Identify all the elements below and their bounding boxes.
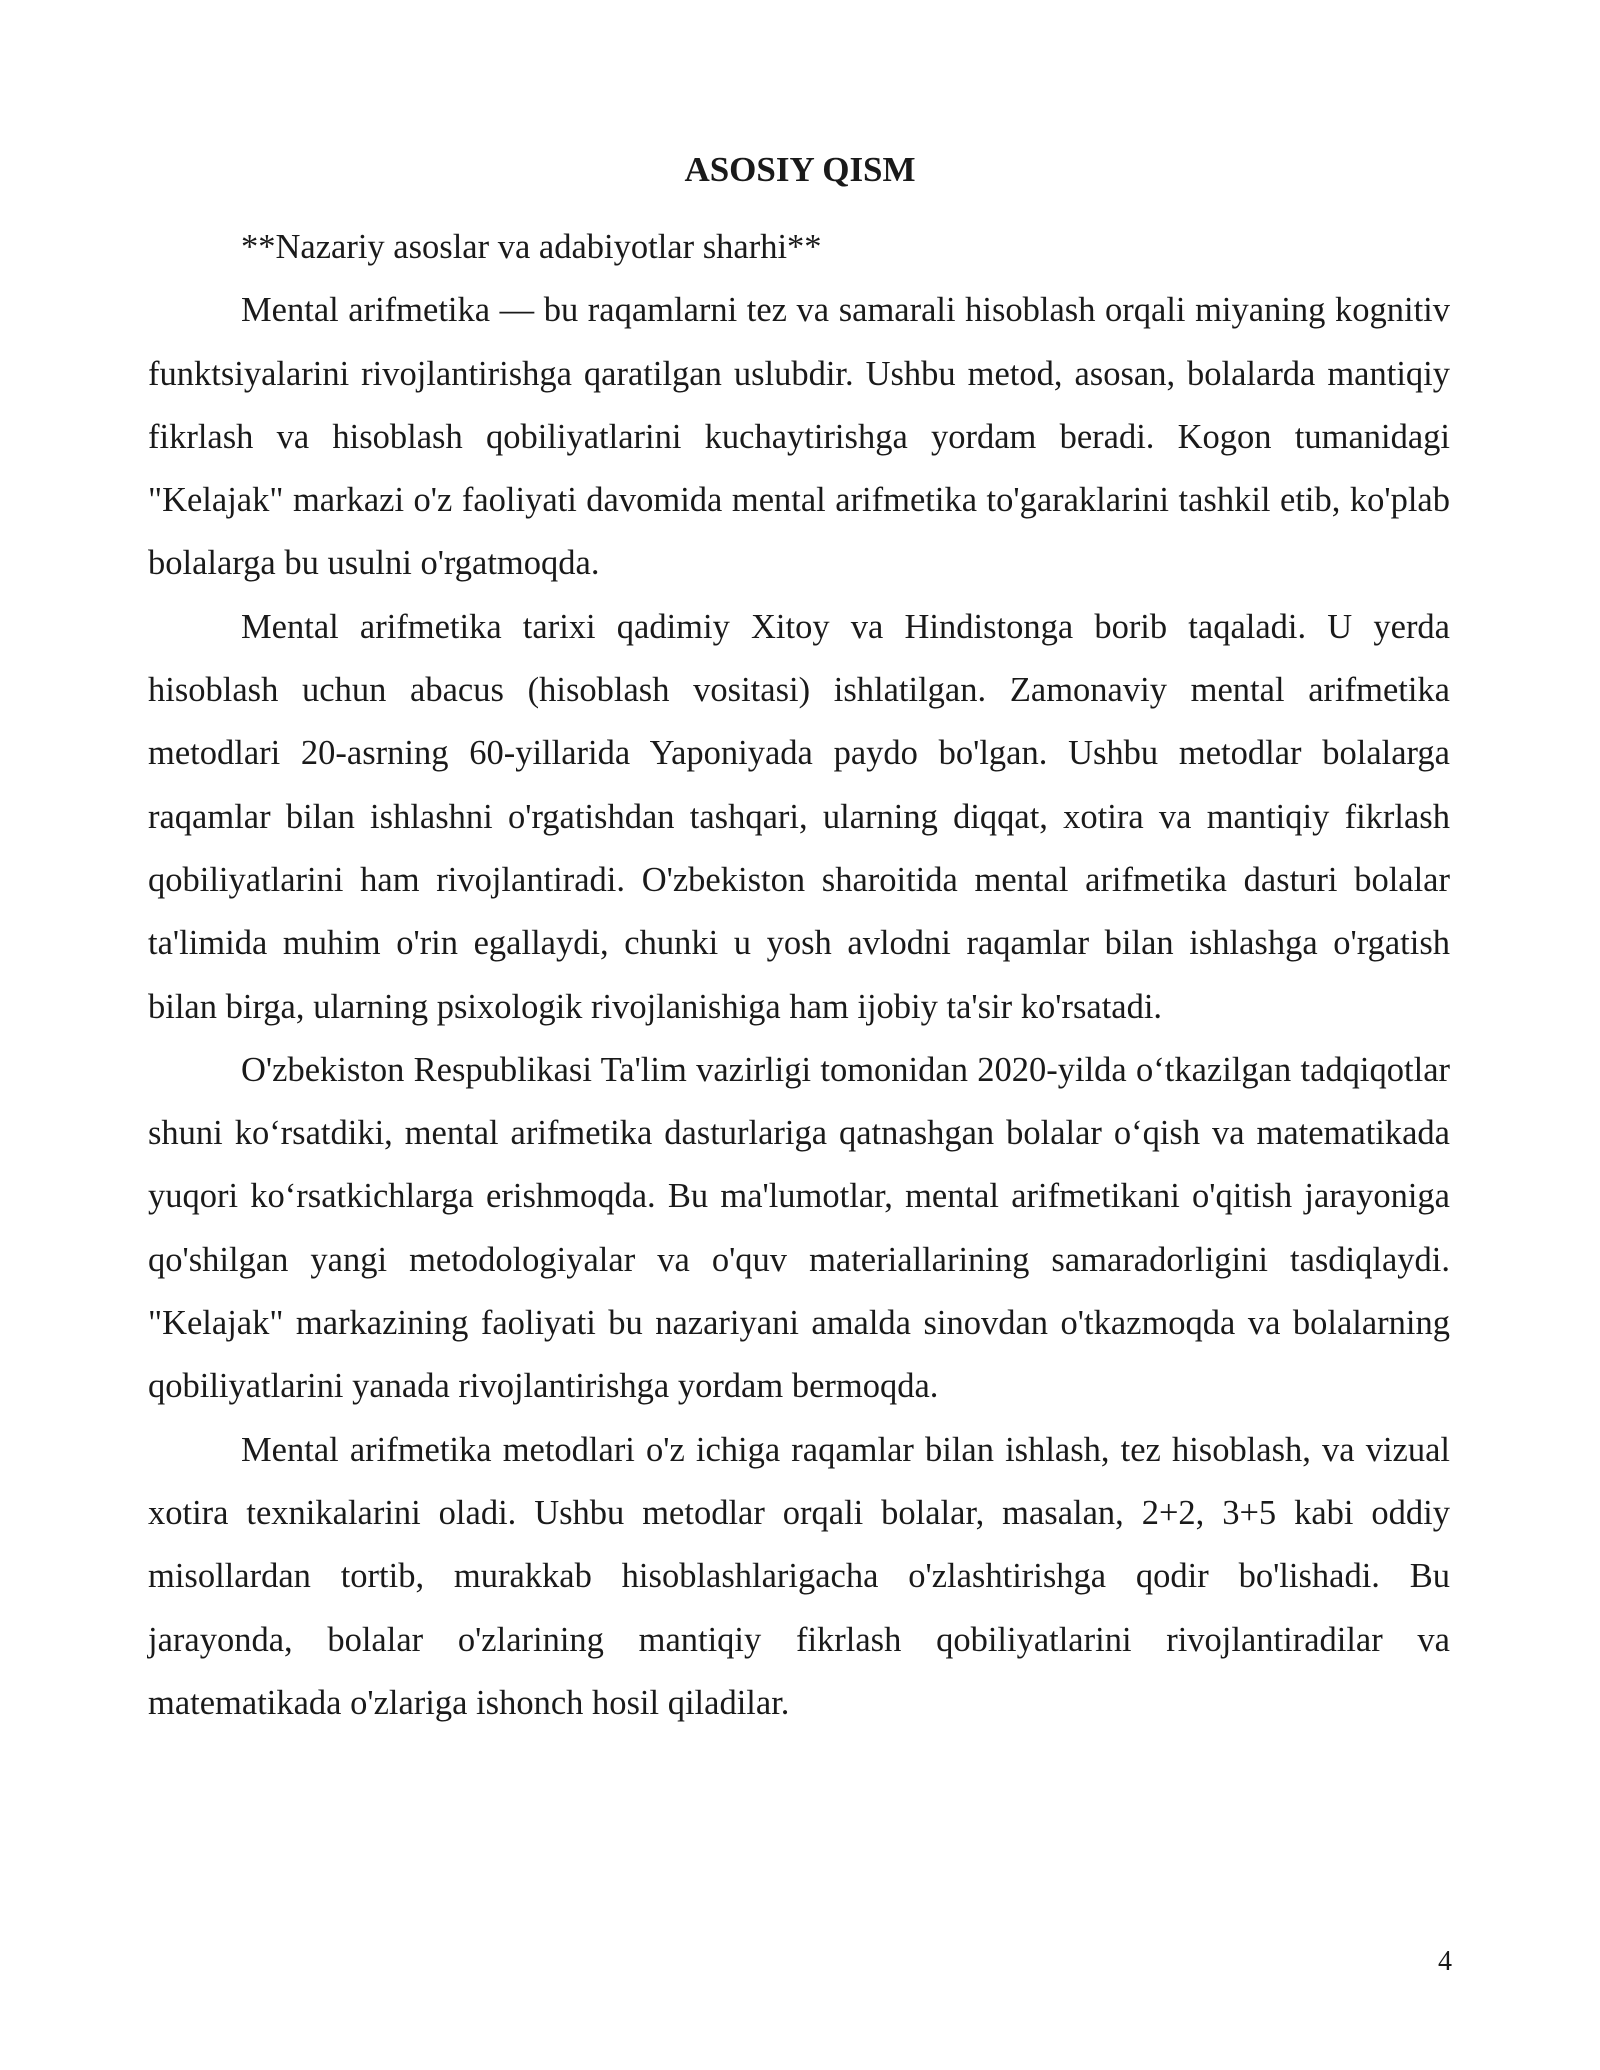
paragraph: Mental arifmetika metodlari o'z ichiga raqamlar bilan ishlash, tez hisoblash, va vizual xotira texnikalarini oladi. Ushbu metodlar orqali bolalar, masalan, 2+2, 3+5 kabi oddiy misollardan tortib, murakkab hisoblashlarigacha o'zlashtirishga qodir bo'lishadi. Bu jarayonda, bolalar o'zlarining mantiqiy fikrlash qobiliyatlarini rivojlantiradilar va matematikada o'zlariga ishonch hosil qiladilar. [148, 1430, 1450, 1722]
section-heading: ASOSIY QISM [684, 150, 916, 189]
paragraph: Mental arifmetika — bu raqamlarni tez va samarali hisoblash orqali miyaning kognitiv funktsiyalarini rivojlantirishga qaratilgan uslubdir. Ushbu metod, asosan, bolalarda mantiqiy fikrlash va hisoblash qobiliyatlarini kuchaytirishga yordam beradi. Kogon tumanidagi "Kelajak" markazi o'z faoliyati davomida mental arifmetika to'garaklarini tashkil etib, ko'plab bolalarga bu usulni o'rgatmoqda. [148, 291, 1450, 583]
paragraph: Mental arifmetika tarixi qadimiy Xitoy va Hindistonga borib taqaladi. U yerda hisoblash uchun abacus (hisoblash vositasi) ishlatilgan. Zamonaviy mental arifmetika metodlari 20-asrning 60-yillarida Yaponiyada paydo bo'lgan. Ushbu metodlar bolalarga raqamlar bilan ishlashni o'rgatishdan tashqari, ularning diqqat, xotira va mantiqiy fikrlash qobiliyatlarini ham rivojlantiradi. O'zbekiston sharoitida mental arifmetika dasturi bolalar ta'limida muhim o'rin egallaydi, chunki u yosh avlodni raqamlar bilan ishlashga o'rgatish bilan birga, ularning psixologik rivojlanishiga ham ijobiy ta'sir ko'rsatadi. [148, 607, 1450, 1026]
paragraph: O'zbekiston Respublikasi Ta'lim vazirligi tomonidan 2020-yilda o‘tkazilgan tadqiqotlar shuni ko‘rsatdiki, mental arifmetika dasturlariga qatnashgan bolalar o‘qish va matematikada yuqori ko‘rsatkichlarga erishmoqda. Bu ma'lumotlar, mental arifmetikani o'qitish jarayoniga qo'shilgan yangi metodologiyalar va o'quv materiallarining samaradorligini tasdiqlaydi. "Kelajak" markazining faoliyati bu nazariyani amalda sinovdan o'tkazmoqda va bolalarning qobiliyatlarini yanada rivojlantirishga yordam bermoqda. [148, 1050, 1450, 1406]
body-text [148, 216, 1450, 1735]
subheading: **Nazariy asoslar va adabiyotlar sharhi** [241, 228, 822, 266]
page-number: 4 [1438, 1946, 1452, 1977]
